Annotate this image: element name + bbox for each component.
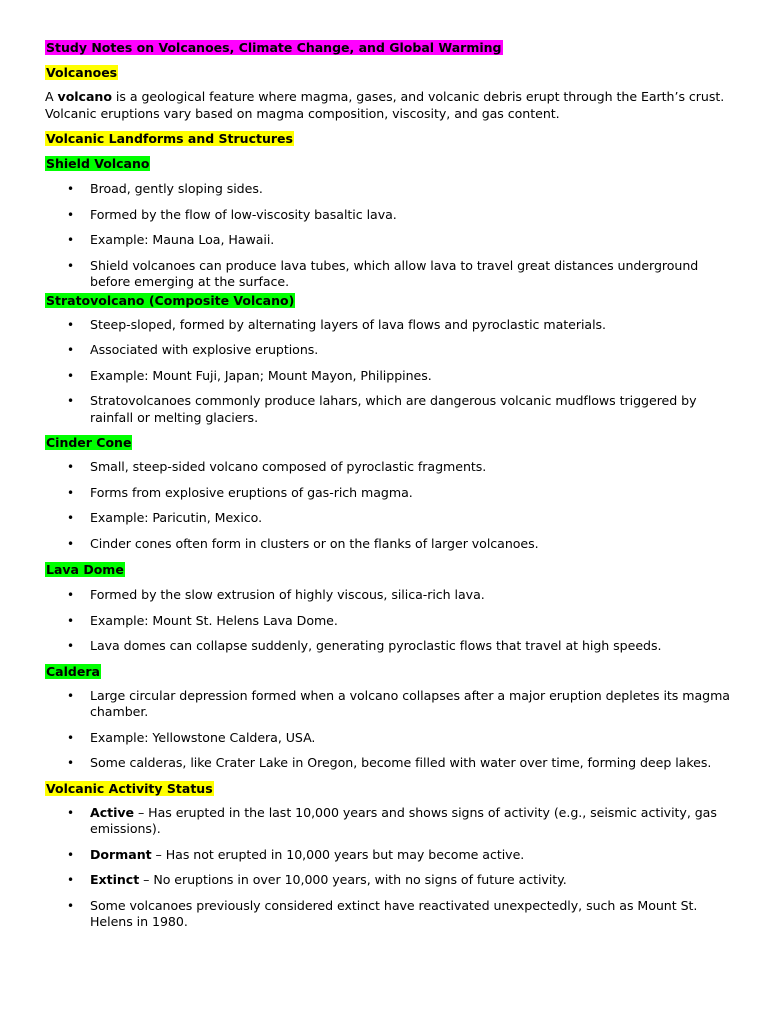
- dome-heading: Lava Dome: [46, 562, 124, 577]
- list-item-text: Some calderas, like Crater Lake in Oregon, become filled with water over time, forming deep lakes.: [90, 755, 712, 770]
- list-item: [45, 755, 731, 772]
- shield-heading: Shield Volcano: [46, 156, 150, 171]
- dormant-term: Dormant: [90, 846, 152, 862]
- list-item-text: Shield volcanoes can produce lava tubes, which allow lava to travel great distances underground before emerging at the surface.: [90, 257, 699, 289]
- list-item-text: Cinder cones often form in clusters or on the flanks of larger volcanoes.: [90, 535, 539, 551]
- list-item: [45, 638, 731, 655]
- list-item-text: Lava domes can collapse suddenly, generating pyroclastic flows that travel at high speeds.: [90, 638, 662, 653]
- list-item-text: Formed by the flow of low-viscosity basaltic lava.: [90, 206, 397, 222]
- shield-heading-row: [45, 155, 731, 171]
- status-heading: Volcanic Activity Status: [46, 780, 213, 796]
- bullet-icon: •: [67, 485, 75, 500]
- list-item-text: Formed by the slow extrusion of highly viscous, silica-rich lava.: [90, 587, 485, 602]
- bullet-icon: •: [67, 756, 75, 770]
- dome-list: [45, 587, 731, 655]
- bullet-icon: •: [67, 317, 75, 332]
- volcanoes-heading: Volcanoes: [46, 65, 118, 80]
- list-item-text: Steep-sloped, formed by alternating layers of lava flows and pyroclastic materials.: [90, 316, 606, 332]
- list-item: [45, 613, 731, 630]
- landforms-heading-row: [45, 130, 731, 146]
- list-item: [45, 459, 731, 476]
- dormant-text: – Has not erupted in 10,000 years but may become active.: [151, 846, 525, 862]
- list-item: [45, 730, 731, 747]
- bullet-icon: •: [67, 368, 75, 383]
- bullet-icon: •: [67, 258, 75, 273]
- bullet-icon: •: [67, 460, 75, 474]
- landforms-heading: Volcanic Landforms and Structures: [46, 131, 293, 146]
- dome-heading-row: [45, 561, 731, 577]
- bullet-icon: •: [67, 639, 75, 653]
- list-item: [45, 688, 731, 721]
- bullet-icon: •: [67, 688, 75, 703]
- shield-list: [45, 181, 731, 291]
- list-item-text: Example: Mauna Loa, Hawaii.: [90, 232, 275, 247]
- volcanoes-heading-row: [45, 64, 731, 80]
- list-item-text: Some volcanoes previously considered extinct have reactivated unexpectedly, such as Mount St. Helens in 1980.: [90, 897, 698, 929]
- status-heading-row: [45, 780, 731, 796]
- list-item-text: Stratovolcanoes commonly produce lahars, which are dangerous volcanic mudflows triggered by rainfall or melting glaciers.: [90, 393, 697, 425]
- document-page: [45, 39, 731, 931]
- list-item-text: Example: Paricutin, Mexico.: [90, 510, 263, 525]
- list-item-text: Small, steep-sided volcano composed of pyroclastic fragments.: [90, 459, 487, 474]
- bullet-icon: •: [67, 805, 75, 820]
- extinct-text: – No eruptions in over 10,000 years, with no signs of future activity.: [139, 872, 567, 887]
- cinder-heading: Cinder Cone: [46, 435, 132, 450]
- list-item: [45, 510, 731, 527]
- list-item-text: Associated with explosive eruptions.: [90, 342, 319, 357]
- intro-bold-term: volcano: [57, 89, 112, 104]
- list-item: [45, 207, 731, 224]
- list-item: [45, 393, 731, 426]
- list-item: [45, 805, 731, 838]
- list-item: [45, 898, 731, 931]
- list-item: [45, 872, 731, 889]
- extinct-term: Extinct: [90, 872, 140, 887]
- list-item: [45, 485, 731, 502]
- list-item-text: Example: Mount St. Helens Lava Dome.: [90, 612, 338, 628]
- list-item: [45, 587, 731, 604]
- bullet-icon: •: [67, 873, 75, 887]
- strato-list: [45, 317, 731, 427]
- cinder-heading-row: [45, 434, 731, 450]
- document-title: Study Notes on Volcanoes, Climate Change, and Global Warming: [46, 40, 502, 55]
- bullet-icon: •: [67, 613, 75, 628]
- bullet-icon: •: [67, 394, 75, 408]
- active-term: Active: [90, 804, 134, 820]
- title-row: [45, 39, 731, 55]
- intro-paragraph: [45, 89, 731, 122]
- list-item-text: Example: Mount Fuji, Japan; Mount Mayon, Philippines.: [90, 367, 432, 383]
- list-item-text: Example: Yellowstone Caldera, USA.: [90, 729, 316, 745]
- strato-heading: Stratovolcano (Composite Volcano): [46, 292, 295, 308]
- list-item: [45, 232, 731, 249]
- list-item: [45, 536, 731, 553]
- bullet-icon: •: [67, 536, 75, 551]
- cinder-list: [45, 459, 731, 552]
- bullet-icon: •: [67, 233, 75, 247]
- list-item: [45, 317, 731, 334]
- intro-prefix: A: [45, 89, 58, 104]
- status-list: [45, 805, 731, 931]
- list-item: [45, 342, 731, 359]
- bullet-icon: •: [67, 343, 75, 357]
- bullet-icon: •: [67, 730, 75, 745]
- bullet-icon: •: [67, 898, 75, 913]
- list-item: [45, 368, 731, 385]
- intro-rest: is a geological feature where magma, gases, and volcanic debris erupt through the Earth’s crust. Volcanic eruptions vary based on magma composition, viscosity, and gas content.: [45, 89, 725, 121]
- bullet-icon: •: [67, 847, 75, 862]
- caldera-list: [45, 688, 731, 772]
- active-text: – Has erupted in the last 10,000 years and shows signs of activity (e.g., seismic activity, gas emissions).: [90, 804, 717, 836]
- caldera-heading: Caldera: [46, 663, 100, 679]
- list-item: [45, 181, 731, 198]
- bullet-icon: •: [67, 511, 75, 525]
- list-item: [45, 258, 731, 291]
- list-item-text: Broad, gently sloping sides.: [90, 181, 263, 196]
- strato-heading-row: [45, 292, 731, 308]
- list-item-text: Large circular depression formed when a volcano collapses after a major eruption depletes its magma chamber.: [90, 687, 730, 719]
- list-item: [45, 847, 731, 864]
- bullet-icon: •: [67, 182, 75, 196]
- list-item-text: Forms from explosive eruptions of gas-rich magma.: [90, 484, 413, 500]
- caldera-heading-row: [45, 663, 731, 679]
- bullet-icon: •: [67, 588, 75, 602]
- bullet-icon: •: [67, 207, 75, 222]
